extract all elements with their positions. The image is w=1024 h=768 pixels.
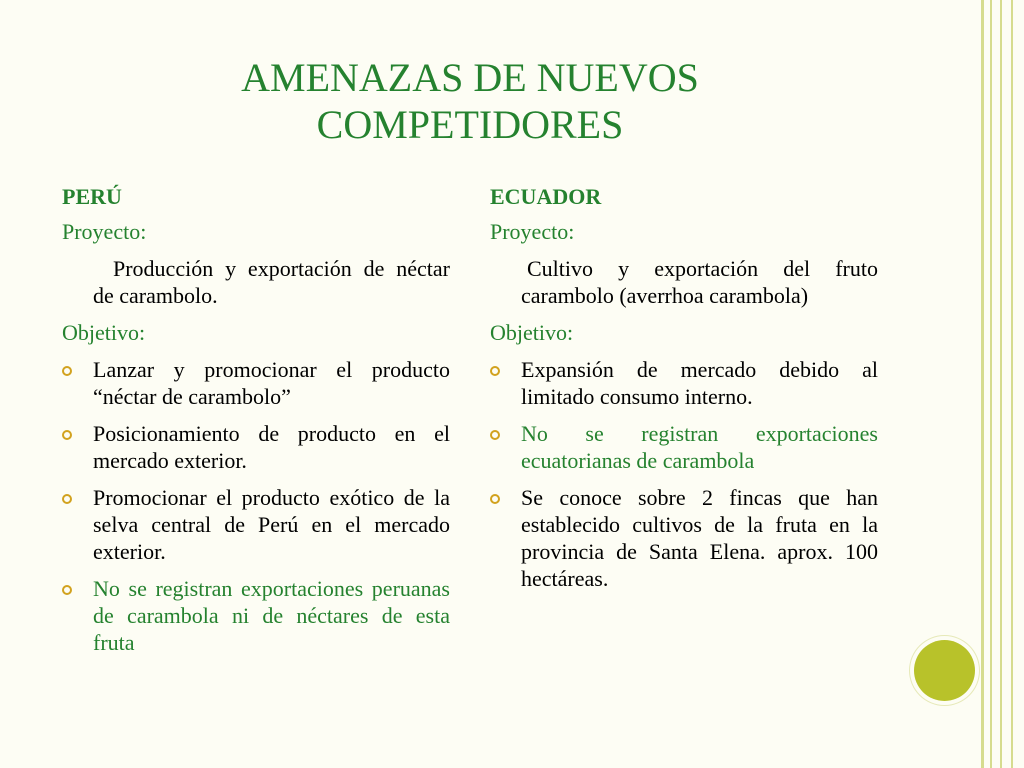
list-item-text: Se conoce sobre 2 fincas que han establecido cultivos de la fruta en la provincia de Santa Elena. aprox. 100 hectáreas. bbox=[521, 485, 878, 591]
decorative-circle bbox=[914, 640, 975, 701]
bullet-icon bbox=[62, 366, 72, 376]
list-item bbox=[62, 575, 450, 656]
peru-heading: PERÚ bbox=[62, 184, 122, 209]
ecuador-objective-list bbox=[490, 356, 878, 592]
ecuador-heading: ECUADOR bbox=[490, 184, 602, 209]
peru-objective-label: Objetivo: bbox=[62, 320, 146, 345]
decorative-stripes bbox=[978, 0, 1024, 768]
bullet-icon bbox=[62, 585, 72, 595]
slide-title-line-1: AMENAZAS DE NUEVOS bbox=[241, 55, 699, 100]
ecuador-project-text: Cultivo y exportación del fruto carambolo (averrhoa carambola) bbox=[521, 256, 878, 308]
list-item bbox=[490, 484, 878, 592]
list-item-text: Expansión de mercado debido al limitado consumo interno. bbox=[521, 357, 878, 409]
list-item-text: Promocionar el producto exótico de la selva central de Perú en el mercado exterior. bbox=[93, 485, 450, 564]
list-item bbox=[62, 356, 450, 410]
peru-objective-list bbox=[62, 356, 450, 656]
bullet-icon bbox=[62, 494, 72, 504]
slide-title bbox=[110, 54, 830, 148]
slide-title-line-2: COMPETIDORES bbox=[316, 102, 624, 147]
ecuador-objective-label: Objetivo: bbox=[490, 320, 574, 345]
ecuador-project-label: Proyecto: bbox=[490, 219, 575, 244]
list-item bbox=[62, 420, 450, 474]
list-item bbox=[62, 484, 450, 565]
peru-project-text: Producción y exportación de néctar de carambolo. bbox=[93, 256, 450, 308]
peru-column bbox=[62, 183, 450, 666]
peru-project-label: Proyecto: bbox=[62, 219, 147, 244]
list-item-text: Lanzar y promocionar el producto “néctar de carambolo” bbox=[93, 357, 450, 409]
bullet-icon bbox=[490, 366, 500, 376]
list-item-text: Posicionamiento de producto en el mercado exterior. bbox=[93, 421, 450, 473]
bullet-icon bbox=[490, 494, 500, 504]
ecuador-column bbox=[490, 183, 878, 602]
bullet-icon bbox=[62, 430, 72, 440]
bullet-icon bbox=[490, 430, 500, 440]
list-item-text: No se registran exportaciones ecuatorianas de carambola bbox=[521, 421, 878, 473]
list-item bbox=[490, 356, 878, 410]
list-item-text: No se registran exportaciones peruanas de carambola ni de néctares de esta fruta bbox=[93, 576, 450, 655]
list-item bbox=[490, 420, 878, 474]
